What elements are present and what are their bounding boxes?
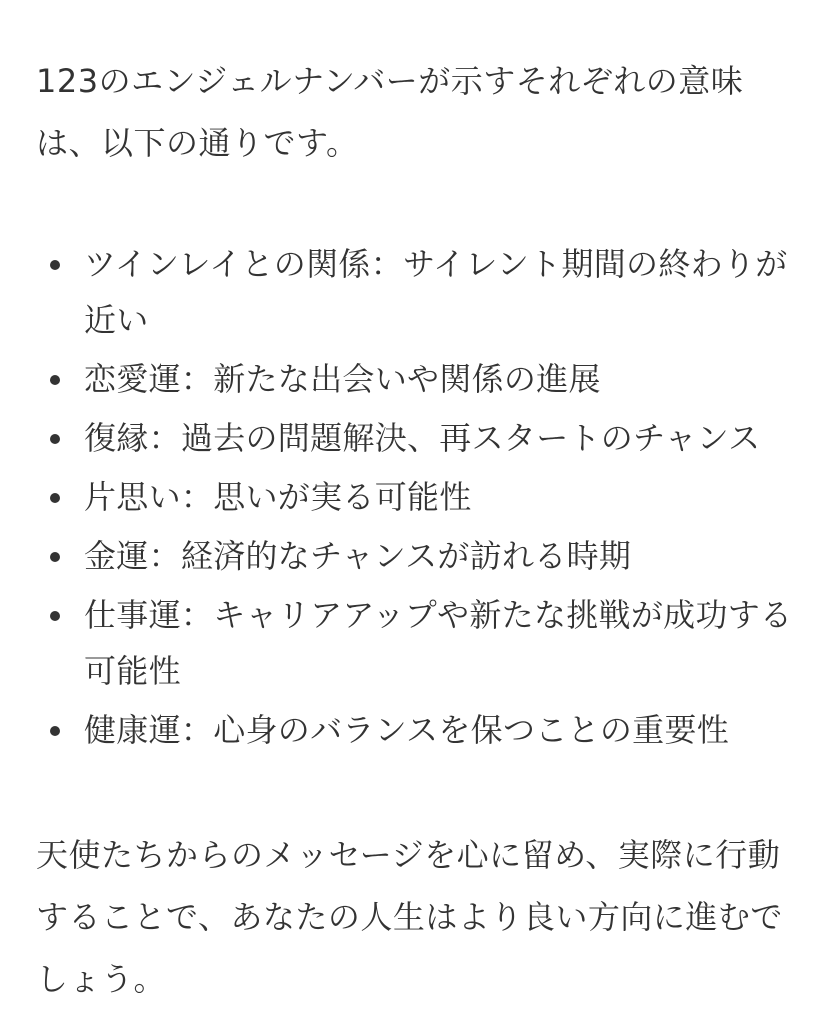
list-item (36, 236, 808, 348)
outro-paragraph: 天使たちからのメッセージを心に留め、実際に行動することで、あなたの人生はより良い方向に進むでしょう。 (36, 836, 783, 998)
list-item (36, 469, 808, 525)
list-item-text: 片思い：思いが実る可能性 (84, 478, 472, 516)
list-item (36, 587, 808, 699)
bullet-icon (50, 493, 60, 503)
list-item (36, 351, 808, 407)
bullet-icon (50, 611, 60, 621)
list-item (36, 528, 808, 584)
list-item-text: 金運：経済的なチャンスが訪れる時期 (84, 537, 632, 575)
list-item-text: ツインレイとの関係：サイレント期間の終わりが近い (84, 245, 788, 339)
bullet-icon (50, 375, 60, 385)
bullet-icon (50, 260, 60, 270)
list-item-text: 健康運：心身のバランスを保つことの重要性 (84, 711, 730, 749)
intro-paragraph: 123のエンジェルナンバーが示すそれぞれの意味は、以下の通りです。 (36, 62, 744, 162)
list-item (36, 702, 808, 758)
bullet-icon (50, 552, 60, 562)
bullet-icon (50, 726, 60, 736)
meaning-list (36, 236, 808, 758)
bullet-icon (50, 434, 60, 444)
list-item-text: 仕事運：キャリアアップや新たな挑戦が成功する可能性 (84, 596, 793, 690)
list-item-text: 恋愛運：新たな出会いや関係の進展 (84, 360, 601, 398)
list-item-text: 復縁：過去の問題解決、再スタートのチャンス (84, 419, 761, 457)
list-item (36, 410, 808, 466)
